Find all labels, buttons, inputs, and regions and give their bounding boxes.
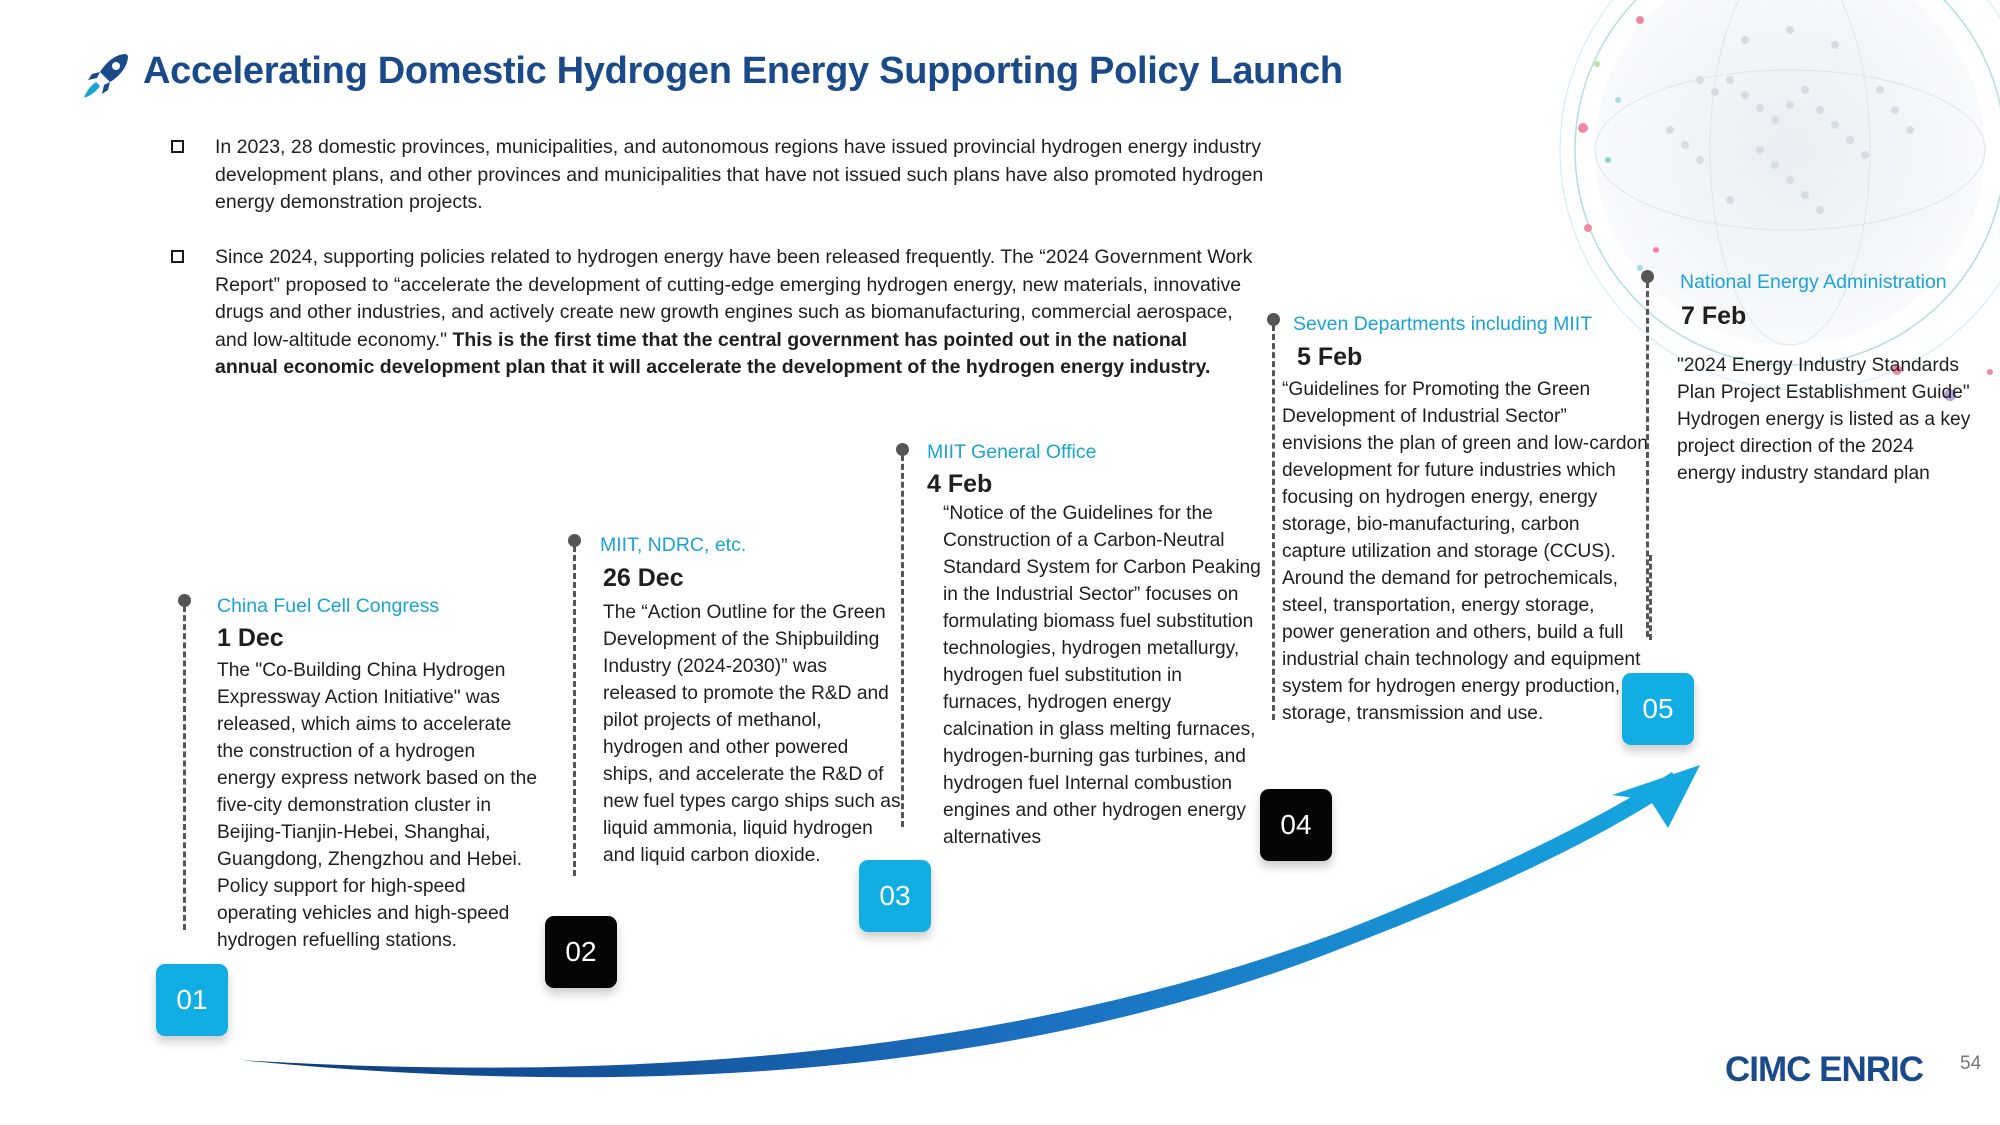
milestone-number-badge: 01 xyxy=(156,964,228,1036)
timeline-connector xyxy=(573,546,576,876)
milestone-date: 26 Dec xyxy=(603,564,684,592)
milestone-date: 1 Dec xyxy=(217,624,284,652)
globe-graphic xyxy=(1560,0,2000,390)
milestone-org: MIIT, NDRC, etc. xyxy=(600,534,747,556)
bullet-text-2-regular: Since 2024, supporting policies related to hydrogen energy have been released frequently. The “2024 Government Work Report” proposed to “accelerate the development of cutting-edge emerging hydrogen energy, new materials, innovative drugs and other industries, and actively create new growth engines such as biomanufacturing, commercial aerospace, and low-altitude economy." xyxy=(215,246,1253,351)
bullet-marker xyxy=(171,140,184,153)
timeline-connector xyxy=(1649,555,1652,640)
milestone-description: The “Action Outline for the Green Development of the Shipbuilding Industry (2024-2030)” was released to promote the R&D and pilot projects of methanol, hydrogen and other powered ships, and accelerate the R&D of new fuel types cargo ships such as liquid ammonia, liquid hydrogen and liquid carbon dioxide. xyxy=(603,602,901,866)
milestone-number-badge: 05 xyxy=(1622,673,1694,745)
bullet-text-2 xyxy=(215,244,1255,382)
company-logo: CIMC ENRIC xyxy=(1725,1050,1924,1089)
bullet-marker xyxy=(171,250,184,263)
timeline-connector xyxy=(901,455,904,827)
rocket-icon xyxy=(80,50,132,100)
page-number: 54 xyxy=(1960,1053,1982,1074)
bullet-text-2-bold: This is the first time that the central government has pointed out in the national annual economic development plan that it will accelerate the development of the hydrogen energy industry. xyxy=(215,328,1211,378)
timeline-connector xyxy=(1272,325,1275,720)
milestone-description: “Notice of the Guidelines for the Construction of a Carbon-Neutral Standard System for Carbon Peaking in the Industrial Sector” focuses on formulating biomass fuel substitution technologies, hydrogen metallurgy, hydrogen fuel substitution in furnaces, hydrogen energy calcination in glass melting furnaces, hydrogen-burning gas turbines, and hydrogen fuel Internal combustion engines and other hydrogen energy alternatives xyxy=(943,503,1261,848)
timeline-connector xyxy=(1646,282,1649,637)
milestone-org: MIIT General Office xyxy=(927,441,1097,463)
milestone-org: China Fuel Cell Congress xyxy=(217,595,440,617)
milestone-description: “Guidelines for Promoting the Green Development of Industrial Sector” envisions the plan of green and low-cardon development for future industries which focusing on hydrogen energy, energy storage, bio-manufacturing, carbon capture utilization and storage (CCUS). Around the demand for petrochemicals, steel, transportation, energy storage, power generation and others, build a full industrial chain technology and equipment system for hydrogen energy production, storage, transmission and use. xyxy=(1282,379,1648,724)
milestone-number-badge: 03 xyxy=(859,860,931,932)
milestone-description: "2024 Energy Industry Standards Plan Project Establishment Guide" Hydrogen energy is listed as a key project direction of the 2024 energy industry standard plan xyxy=(1677,355,1971,484)
milestone-date: 5 Feb xyxy=(1297,343,1363,371)
milestone-date: 4 Feb xyxy=(927,470,993,498)
milestone-number-badge: 04 xyxy=(1260,789,1332,861)
timeline-connector xyxy=(183,606,186,930)
milestone-org: National Energy Administration xyxy=(1680,271,1947,293)
milestone-date: 7 Feb xyxy=(1681,302,1747,330)
milestone-number-badge: 02 xyxy=(545,916,617,988)
page-title: Accelerating Domestic Hydrogen Energy Supporting Policy Launch xyxy=(143,50,1343,92)
bullet-text-1: In 2023, 28 domestic provinces, municipalities, and autonomous regions have issued provincial hydrogen energy industry development plans, and other provinces and municipalities that have not issued such plans have also promoted hydrogen energy demonstration projects. xyxy=(215,136,1264,213)
milestone-description: The "Co-Building China Hydrogen Expressway Action Initiative" was released, which aims to accelerate the construction of a hydrogen energy express network based on the five-city demonstration cluster in Beijing-Tianjin-Hebei, Shanghai, Guangdong, Zhengzhou and Hebei. Policy support for high-speed operating vehicles and high-speed hydrogen refuelling stations. xyxy=(217,660,537,951)
milestone-org: Seven Departments including MIIT xyxy=(1293,313,1593,335)
